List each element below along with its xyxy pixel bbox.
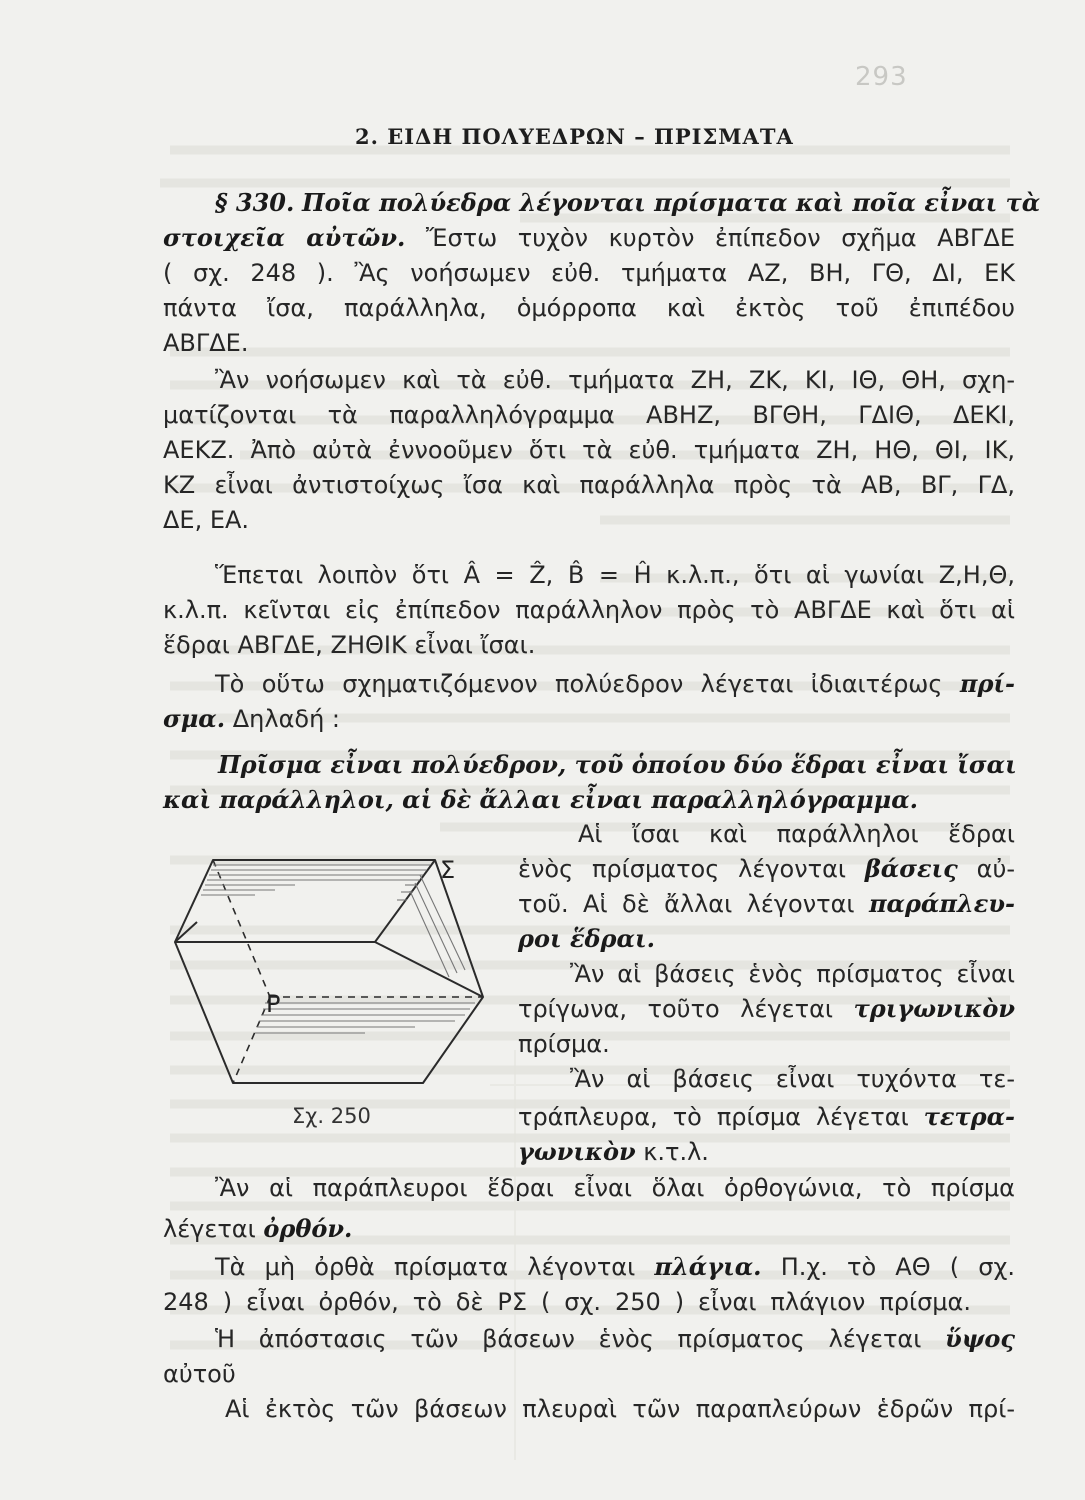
- paragraph-line: 248 ) εἶναι ὀρθόν, τὸ δὲ ΡΣ ( σχ. 250 ) εἶναι πλάγιον πρίσμα.: [163, 1288, 971, 1316]
- term-tetragoniko: τετρα-: [923, 1102, 1015, 1131]
- term-prisma: πρί-: [959, 669, 1015, 698]
- side-line: ροι ἕδραι.: [518, 924, 655, 953]
- text-span: αὐ-: [976, 855, 1015, 883]
- paragraph-line: ἕδραι ΑΒΓΔΕ, ΖΗΘΙΚ εἶναι ἴσαι.: [163, 631, 536, 659]
- section-title-cont: στοιχεῖα αὐτῶν.: [163, 223, 406, 252]
- text-span: Δηλαδή :: [232, 705, 340, 733]
- text-span: κ.τ.λ.: [643, 1138, 709, 1166]
- paragraph-line: [163, 221, 1015, 255]
- text-span: Τὰ μὴ ὀρθὰ πρίσματα λέγονται: [215, 1253, 636, 1281]
- paragraph-line: [163, 1212, 1015, 1246]
- paragraph-line: ΚΖ εἶναι ἀντιστοίχως ἴσα καὶ παράλληλα πρὸς τὰ ΑΒ, ΒΓ, ΓΔ,: [163, 471, 1015, 499]
- top-face: [175, 860, 435, 942]
- text-span: τοῦ. Αἱ δὲ ἄλλαι λέγονται: [518, 890, 855, 918]
- text-span: Ἔστω τυχὸν κυρτὸν ἐπίπεδον σχῆμα ΑΒΓΔΕ: [425, 224, 1015, 252]
- paragraph-line: [215, 1250, 1015, 1284]
- hidden-edge: [233, 997, 270, 1083]
- definition-line: Πρῖσμα εἶναι πολύεδρον, τοῦ ὁποίου δύο ἕδραι εἶναι ἴσαι: [218, 750, 1017, 779]
- term-orthon: ὀρθόν.: [263, 1214, 353, 1243]
- term-baseis: βάσεις: [864, 854, 958, 883]
- section-title: Ποῖα πολύεδρα λέγονται πρίσματα καὶ ποῖα εἶναι τὰ: [302, 188, 1041, 217]
- paragraph-line: κ.λ.π. κεῖνται εἰς ἐπίπεδον παράλληλον πρὸς τὸ ΑΒΓΔΕ καὶ ὅτι αἱ: [163, 596, 1015, 624]
- term-tetragoniko-cont: γωνικὸν: [518, 1137, 636, 1166]
- paragraph-line: [215, 1322, 1015, 1356]
- term-plagia: πλάγια.: [654, 1252, 762, 1281]
- side-line: πρίσμα.: [518, 1030, 610, 1058]
- text-span: Τὸ οὕτω σχηματιζόμενον πολύεδρον λέγεται ἰδιαιτέρως: [215, 670, 943, 698]
- side-line: [518, 992, 1015, 1026]
- term-prisma-cont: σμα.: [163, 704, 226, 733]
- face-shading: [201, 865, 475, 1033]
- paragraph-line: [215, 667, 1015, 701]
- text-span: ἑνὸς πρίσματος λέγονται: [518, 855, 847, 883]
- section-heading: 2. ΕΙΔΗ ΠΟΛΥΕΔΡΩΝ – ΠΡΙΣΜΑΤΑ: [355, 124, 794, 149]
- text-span: λέγεται: [163, 1215, 256, 1243]
- paragraph-line: [163, 702, 1015, 736]
- section-number: § 330.: [215, 188, 295, 217]
- paragraph-line: [163, 186, 1041, 220]
- side-line: [518, 852, 1015, 886]
- paragraph-line: Ἂν αἱ παράπλευροι ἕδραι εἶναι ὅλαι ὀρθογώνια, τὸ πρίσμα: [215, 1174, 1015, 1202]
- term-ypsos: ὕψος: [945, 1324, 1015, 1353]
- term-trigoniko: τριγωνικὸν: [853, 994, 1015, 1023]
- paragraph-line: ματίζονται τὰ παραλληλόγραμμα ΑΒΗΖ, ΒΓΘΗ, ΓΔΙΘ, ΔΕΚΙ,: [163, 401, 1015, 429]
- side-line: Ἂν αἱ βάσεις εἶναι τυχόντα τε-: [570, 1065, 1015, 1093]
- side-line: [518, 887, 1015, 921]
- definition-line: καὶ παράλληλοι, αἱ δὲ ἄλλαι εἶναι παραλληλόγραμμα.: [163, 785, 919, 814]
- text-span: τράπλευρα, τὸ πρίσμα λέγεται: [518, 1103, 909, 1131]
- paragraph-line: ΑΒΓΔΕ.: [163, 329, 249, 357]
- paragraph-line: Ἕπεται λοιπὸν ὅτι Â = Ẑ, B̂ = Ĥ κ.λ.π., ὅτι αἱ γωνίαι Ζ,Η,Θ,: [215, 561, 1015, 589]
- page-number-bleed: 293: [855, 62, 908, 92]
- paragraph-line: Αἱ ἐκτὸς τῶν βάσεων πλευραὶ τῶν παραπλεύρων ἑδρῶν πρί-: [225, 1395, 1015, 1423]
- paragraph-line: ΔΕ, ΕΑ.: [163, 506, 250, 534]
- paragraph-line: αὐτοῦ: [163, 1360, 236, 1388]
- paragraph-line: πάντα ἴσα, παράλληλα, ὁμόρροπα καὶ ἐκτὸς τοῦ ἐπιπέδου: [163, 294, 1015, 322]
- paragraph-line: Ἂν νοήσωμεν καὶ τὰ εὐθ. τμήματα ΖΗ, ΖΚ, ΚΙ, ΙΘ, ΘΗ, σχη-: [215, 366, 1015, 394]
- side-line: Αἱ ἴσαι καὶ παράλληλοι ἕδραι: [578, 820, 1015, 848]
- term-parapleuroi: παράπλευ-: [868, 889, 1015, 918]
- figure-caption: Σχ. 250: [292, 1104, 371, 1128]
- label-sigma: Σ: [440, 856, 456, 884]
- side-line: Ἂν αἱ βάσεις ἑνὸς πρίσματος εἶναι: [570, 960, 1015, 988]
- prism-edge: [175, 922, 197, 942]
- paragraph-line: ( σχ. 248 ). Ἂς νοήσωμεν εὐθ. τμήματα ΑΖ, ΒΗ, ΓΘ, ΔΙ, ΕΚ: [163, 259, 1015, 287]
- text-span: τρίγωνα, τοῦτο λέγεται: [518, 995, 834, 1023]
- prism-outline: [175, 860, 483, 1083]
- text-span: Π.χ. τὸ ΑΘ ( σχ.: [780, 1253, 1015, 1281]
- side-line: [518, 1135, 1015, 1169]
- text-span: Ἡ ἀπόστασις τῶν βάσεων ἑνὸς πρίσματος λέγεται: [215, 1325, 922, 1353]
- side-line: [518, 1100, 1015, 1134]
- label-rho: Ρ: [266, 990, 281, 1018]
- paragraph-line: ΑΕΚΖ. Ἀπὸ αὐτὰ ἐννοοῦμεν ὅτι τὰ εὐθ. τμήματα ΖΗ, ΗΘ, ΘΙ, ΙΚ,: [163, 436, 1015, 464]
